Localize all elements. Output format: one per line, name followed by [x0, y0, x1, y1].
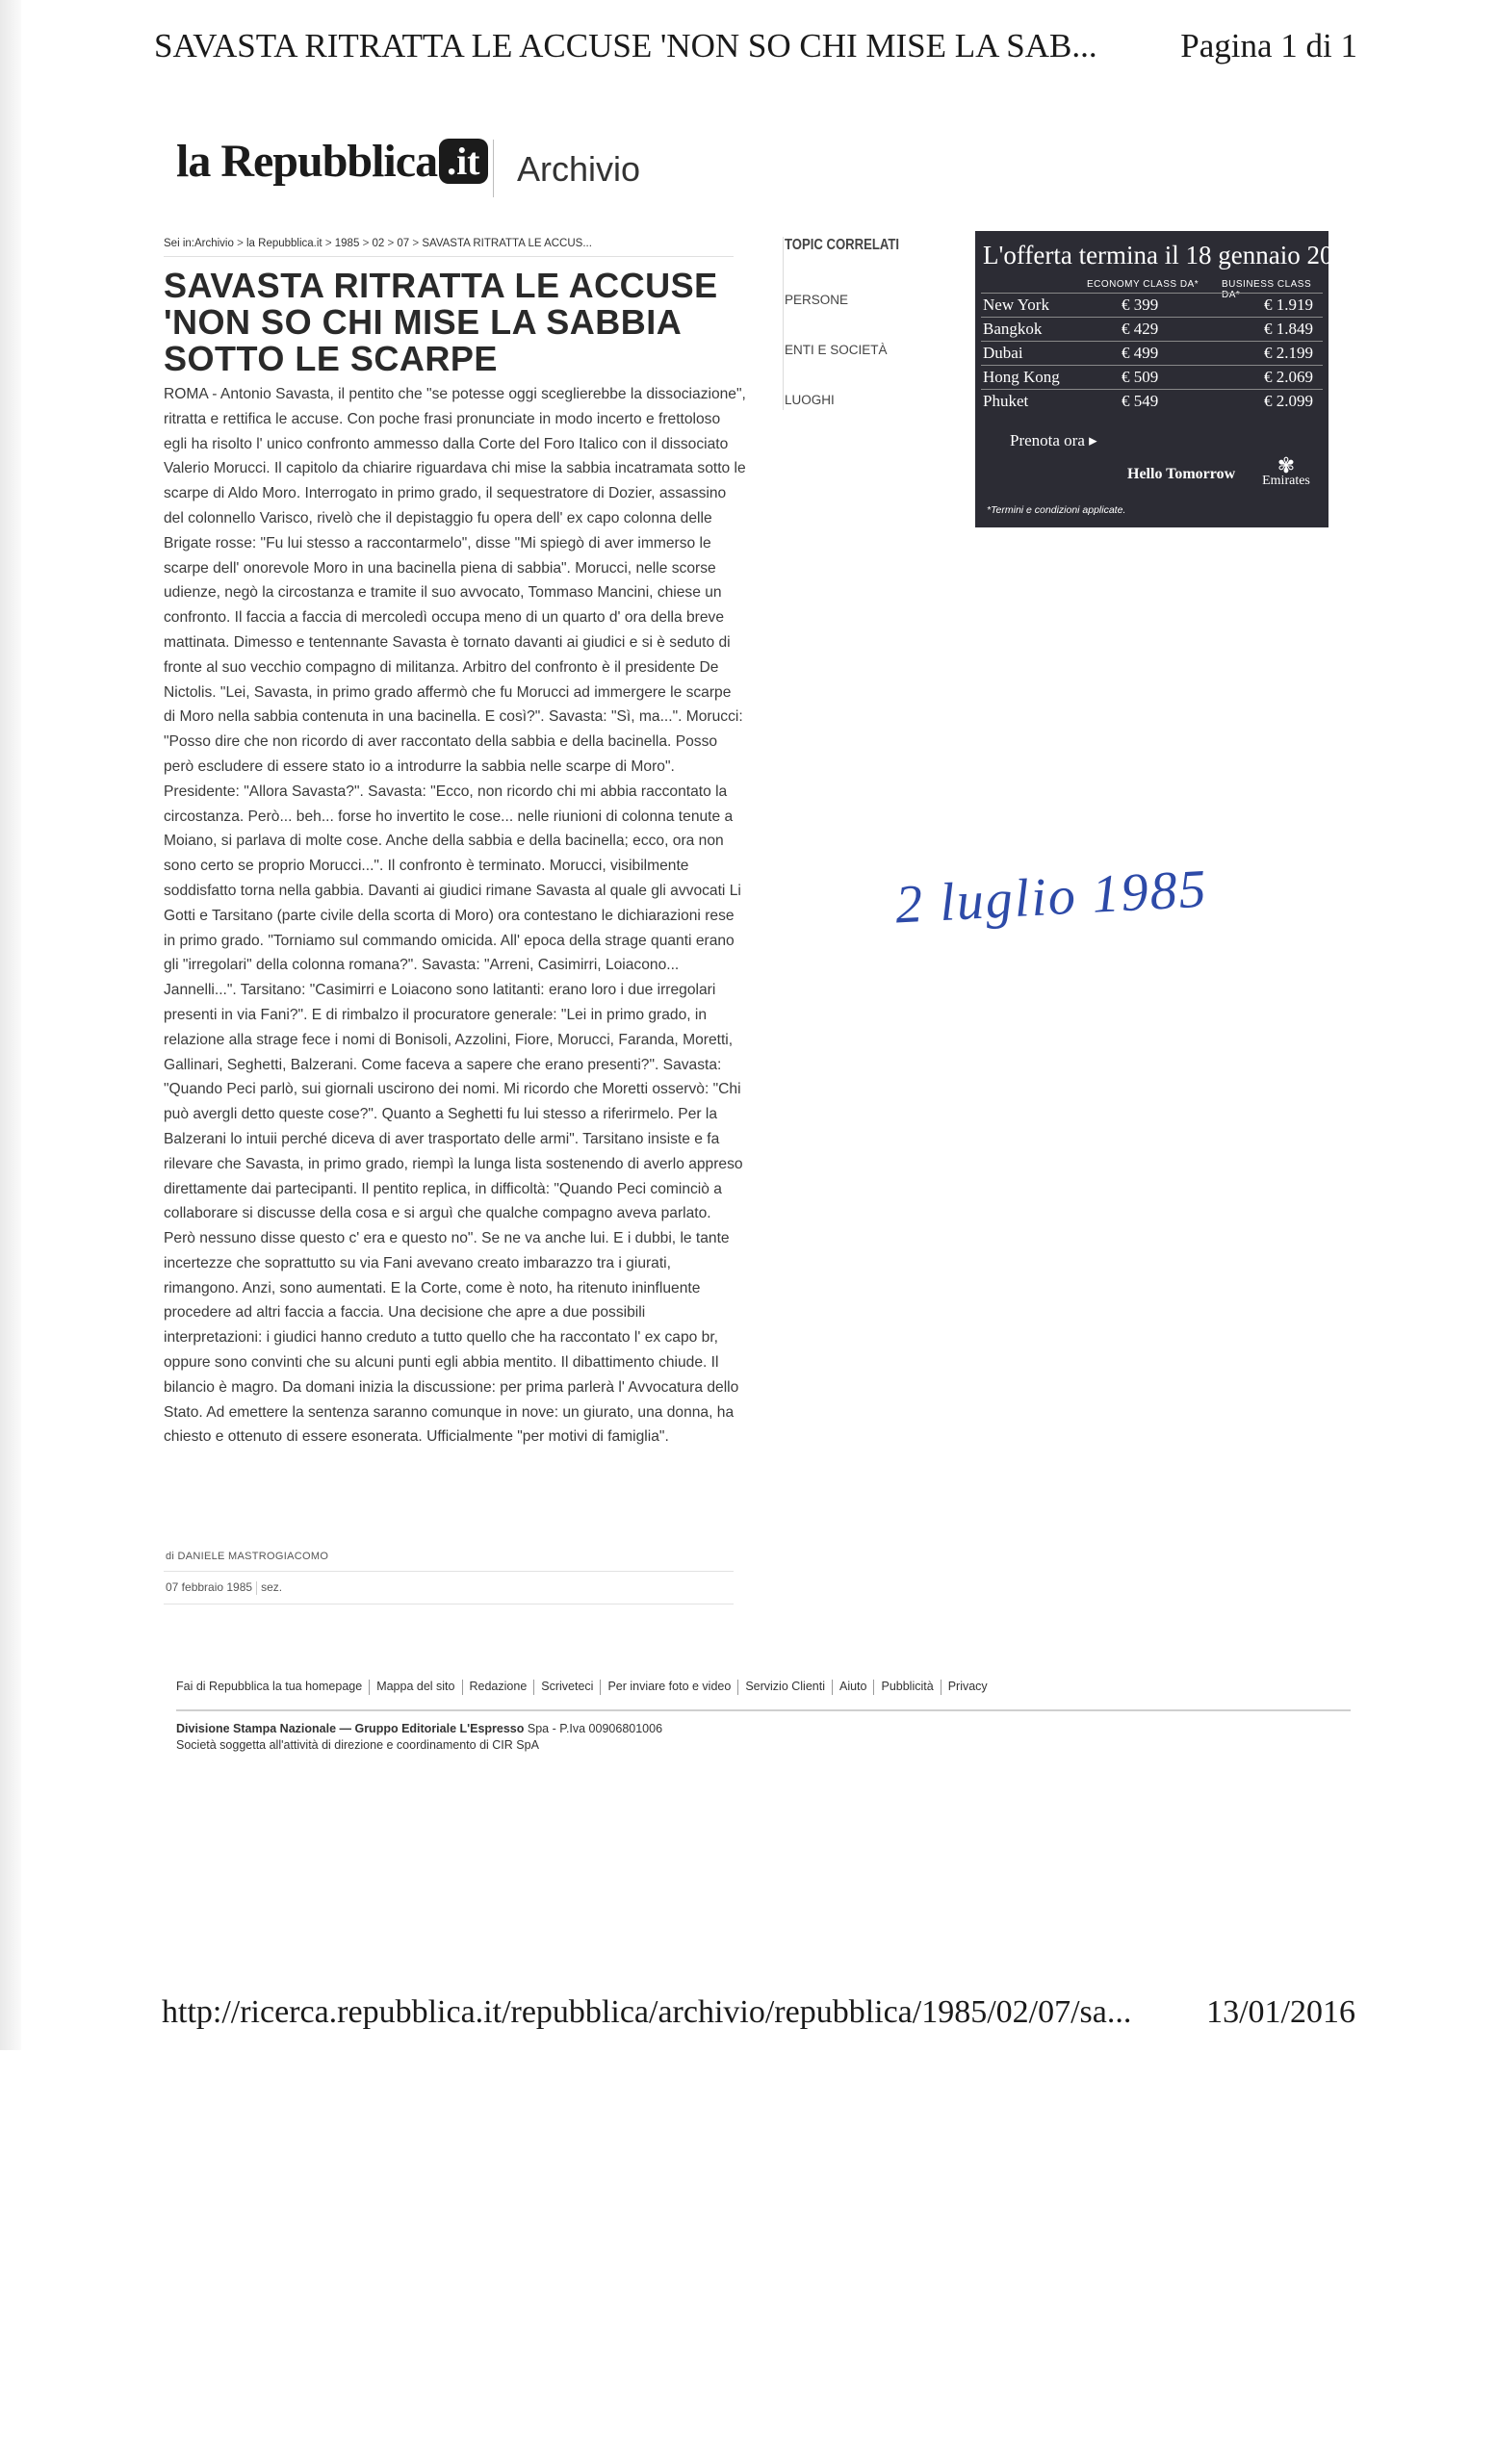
footer-link-privacy[interactable]: Privacy — [947, 1680, 988, 1694]
footer-link-aiuto[interactable]: Aiuto — [838, 1680, 867, 1694]
article-section: sez. — [261, 1580, 283, 1594]
footer-link-pubblicita[interactable]: Pubblicità — [881, 1680, 934, 1694]
ad-business-price: € 1.849 — [1264, 320, 1313, 338]
ad-city: New York — [983, 295, 1049, 314]
footer-link-sitemap[interactable]: Mappa del sito — [376, 1680, 455, 1694]
breadcrumb — [164, 238, 592, 249]
breadcrumb-item[interactable]: 1985 — [334, 238, 360, 249]
ad-row — [981, 341, 1323, 366]
breadcrumb-separator: > — [237, 238, 244, 249]
meta-separator — [256, 1581, 257, 1595]
ad-terms: *Termini e condizioni applicate. — [987, 504, 1126, 516]
print-page-number: Pagina 1 di 1 — [1180, 27, 1357, 64]
company-info — [176, 1721, 662, 1754]
footer-link-foto-video[interactable]: Per inviare foto e video — [607, 1680, 732, 1694]
breadcrumb-separator: > — [387, 238, 395, 249]
footer-links — [176, 1680, 988, 1695]
ad-row — [981, 365, 1323, 390]
breadcrumb-item[interactable]: 07 — [397, 238, 410, 249]
breadcrumb-separator: > — [324, 238, 332, 249]
repubblica-logo[interactable] — [176, 135, 488, 202]
ad-row — [981, 293, 1323, 318]
emirates-logo — [1252, 453, 1320, 489]
handwritten-date-note: 2 luglio 1985 — [893, 859, 1210, 936]
logo-text: la Repubblica — [176, 136, 438, 187]
footer-link-servizio-clienti[interactable]: Servizio Clienti — [745, 1680, 825, 1694]
ad-business-price: € 2.099 — [1264, 392, 1313, 410]
company-note: Società soggetta all'attività di direzione e coordinamento di CIR SpA — [176, 1738, 539, 1752]
ad-tagline: Hello Tomorrow — [1127, 466, 1236, 482]
footer-divider — [176, 1709, 1351, 1711]
emirates-ad[interactable] — [975, 231, 1366, 527]
topic-panel — [783, 237, 940, 410]
footer-separator — [737, 1680, 738, 1695]
footer-link-homepage[interactable]: Fai di Repubblica la tua homepage — [176, 1680, 363, 1694]
logo-divider — [493, 140, 494, 197]
topic-title: TOPIC CORRELATI — [785, 237, 900, 253]
section-title: Archivio — [517, 149, 641, 189]
topic-item-luoghi[interactable]: LUOGHI — [785, 393, 835, 407]
breadcrumb-prefix: Sei in: — [164, 238, 194, 249]
breadcrumb-item[interactable]: 02 — [372, 238, 385, 249]
ad-economy-price: € 429 — [1122, 320, 1159, 338]
footer-separator — [462, 1680, 463, 1695]
article-meta — [166, 1580, 282, 1595]
ad-economy-price: € 509 — [1122, 368, 1159, 386]
ad-economy-price: € 499 — [1122, 344, 1159, 362]
breadcrumb-item[interactable]: Archivio — [193, 238, 234, 249]
ad-economy-price: € 549 — [1122, 392, 1159, 410]
breadcrumb-separator: > — [362, 238, 370, 249]
ad-col-business: BUSINESS CLASS DA* — [1222, 279, 1312, 300]
footer-separator — [533, 1680, 534, 1695]
footer-separator — [873, 1680, 874, 1695]
ad-business-price: € 2.199 — [1264, 344, 1313, 362]
ad-col-economy: ECONOMY CLASS DA* — [1087, 279, 1199, 290]
ad-business-price: € 1.919 — [1264, 295, 1313, 314]
topic-item-persone[interactable]: PERSONE — [785, 293, 849, 307]
breadcrumb-current: SAVASTA RITRATTA LE ACCUS... — [422, 238, 592, 249]
print-title: SAVASTA RITRATTA LE ACCUSE 'NON SO CHI MISE LA SAB... — [154, 27, 1097, 64]
breadcrumb-divider — [164, 256, 734, 257]
footer-separator — [600, 1680, 601, 1695]
breadcrumb-item[interactable]: la Repubblica.it — [246, 238, 322, 249]
company-vat: Spa - P.Iva 00906801006 — [524, 1722, 663, 1735]
emirates-emblem-icon: ✾ — [1277, 453, 1296, 477]
ad-city: Hong Kong — [983, 368, 1060, 386]
ad-city: Dubai — [983, 344, 1023, 362]
print-footer — [162, 1994, 1355, 2031]
footer-separator — [832, 1680, 833, 1695]
scan-edge — [0, 0, 21, 2050]
breadcrumb-separator: > — [412, 238, 420, 249]
ad-brand: Emirates — [1262, 474, 1310, 488]
ad-row — [981, 389, 1323, 414]
print-url: http://ricerca.repubblica.it/repubblica/archivio/repubblica/1985/02/07/sa... — [162, 1994, 1132, 2030]
article-date: 07 febbraio 1985 — [166, 1580, 253, 1594]
ad-headline: L'offerta termina il 18 gennaio 2016. — [983, 241, 1366, 270]
footer-separator — [369, 1680, 370, 1695]
print-date: 13/01/2016 — [1206, 1994, 1355, 2030]
ad-book-now-button[interactable]: Prenota ora ▸ — [1010, 431, 1097, 449]
ad-row — [981, 317, 1323, 342]
ad-business-price: € 2.069 — [1264, 368, 1313, 386]
print-header — [154, 27, 1357, 65]
topic-item-enti[interactable]: ENTI E SOCIETÀ — [785, 343, 888, 357]
company-name: Divisione Stampa Nazionale — Gruppo Editoriale L'Espresso — [176, 1722, 525, 1735]
footer-link-redazione[interactable]: Redazione — [469, 1680, 528, 1694]
footer-link-scriveteci[interactable]: Scriveteci — [541, 1680, 594, 1694]
meta-divider-top — [164, 1571, 734, 1572]
logo-badge: .it — [439, 139, 487, 184]
article-headline: SAVASTA RITRATTA LE ACCUSE 'NON SO CHI MISE LA SABBIA SOTTO LE SCARPE — [164, 266, 718, 378]
article-body: ROMA - Antonio Savasta, il pentito che "se potesse oggi sceglierebbe la dissociazione", ritratta e rettifica le accuse. Con poche frasi pronunciate in modo incerto e frettoloso egli ha risolto l' unico confronto ammesso dalla Corte del Foro Italico con il dissociato Valerio Morucci. Il capitolo da chiarire riguardava chi mise la sabbia incatramata sotto le scarpe di Aldo Moro. Interrogato in primo grado, il sequestratore di Dozier, assassino del colonnello Varisco, rivelò che il depistaggio fu opera dell' ex capo colonna delle Brigate rosse: "Fu lui stesso a raccontarmelo", disse "Mi spiegò di aver immerso le scarpe dell' onorevole Moro in una bacinella piena di sabbia". Morucci, nelle scorse udienze, negò la circostanza e tramite il suo avvocato, Tommaso Mancini, chiese un confronto. Il faccia a faccia di mercoledì occupa meno di un quarto d' ora della breve mattinata. Dimesso e tentennante Savasta è tornato davanti ai giudici e si è seduto di fronte al suo vecchio compagno di militanza. Arbitro del confronto è il presidente De Nictolis. "Lei, Savasta, in primo grado affermò che fu Morucci ad immergere le scarpe di Moro nella sabbia contenuta in una bacinella. E così?". Savasta: "Sì, ma...". Morucci: "Posso dire che non ricordo di aver raccontato della sabbia e della bacinella. Posso però escludere di essere stato io a introdurre la sabbia nelle scarpe di Moro". Presidente: "Allora Savasta?". Savasta: "Ecco, non ricordo chi mi abbia raccontato la circostanza. Però... beh... forse ho invertito le cose... nelle riunioni di colonna tenute a Moiano, si parlava di molte cose. Anche della sabbia e della bacinella; ecco, ora non sono certo se proprio Morucci...". Il confronto è terminato. Morucci, visibilmente soddisfatto torna nella gabbia. Davanti ai giudici rimane Savasta al quale gli avvocati Li Gotti e Tarsitano (parte civile della scorta di Moro) ora contestano le dichiarazioni rese in primo grado. "Torniamo sul commando omicida. All' epoca della strage quanti erano gli "irregolari" della colonna romana?". Savasta: "Arreni, Casimirri, Loiacono... Jannelli...". Tarsitano: "Casimirri e Loiacono sono latitanti: erano loro i due irregolari presenti in via Fani?". E di rimbalzo il procuratore generale: "Lei in primo grado, in relazione alla strage fece i nomi di Bonisoli, Azzolini, Fiore, Morucci, Faranda, Moretti, Gallinari, Seghetti, Balzerani. Come faceva a sapere che erano presenti?". Savasta: "Quando Peci parlò, sui giornali uscirono dei nomi. Mi ricordo che Moretti osservò: "Chi può avergli detto queste cose?". Quanto a Seghetti fu lui stesso a riferirmelo. Per la Balzerani lo intuii perché diceva di aver trasportato delle armi". Tarsitano insiste e fa rilevare che Savasta, in primo grado, riempì la lunga lista sostenendo di averlo appreso direttamente dai partecipanti. Il pentito replica, in difficoltà: "Quando Peci cominciò a collaborare si discusse della cosa e si arguì che qualche compagno aveva parlato. Però nessuno disse questo c' era e questo no". Se ne va anche lui. E i dubbi, le tante incertezze che soprattutto su via Fani avevano creato imbarazzo tra i giurati, rimangono. Anzi, sono aumentati. E la Corte, come è noto, ha ritenuto ininfluente procedere ad altri faccia a faccia. Una decisione che apre a due possibili interpretazioni: i giudici hanno creduto a tutto quello che ha raccontato l' ex capo br, oppure sono convinti che su alcuni punti egli abbia mentito. Il dibattimento chiude. Il bilancio è magro. Da domani inizia la discussione: per prima parlerà l' Avvocatura dello Stato. Ad emettere la sentenza saranno comunque in nove: un giurato, una donna, ha chiesto e ottenuto di essere esonerata. Ufficialmente "per motivi di famiglia". — [164, 386, 746, 1446]
ad-city: Bangkok — [983, 320, 1043, 338]
article-byline: di DANIELE MASTROGIACOMO — [166, 1551, 329, 1562]
ad-city: Phuket — [983, 392, 1029, 410]
ad-economy-price: € 399 — [1122, 295, 1159, 314]
